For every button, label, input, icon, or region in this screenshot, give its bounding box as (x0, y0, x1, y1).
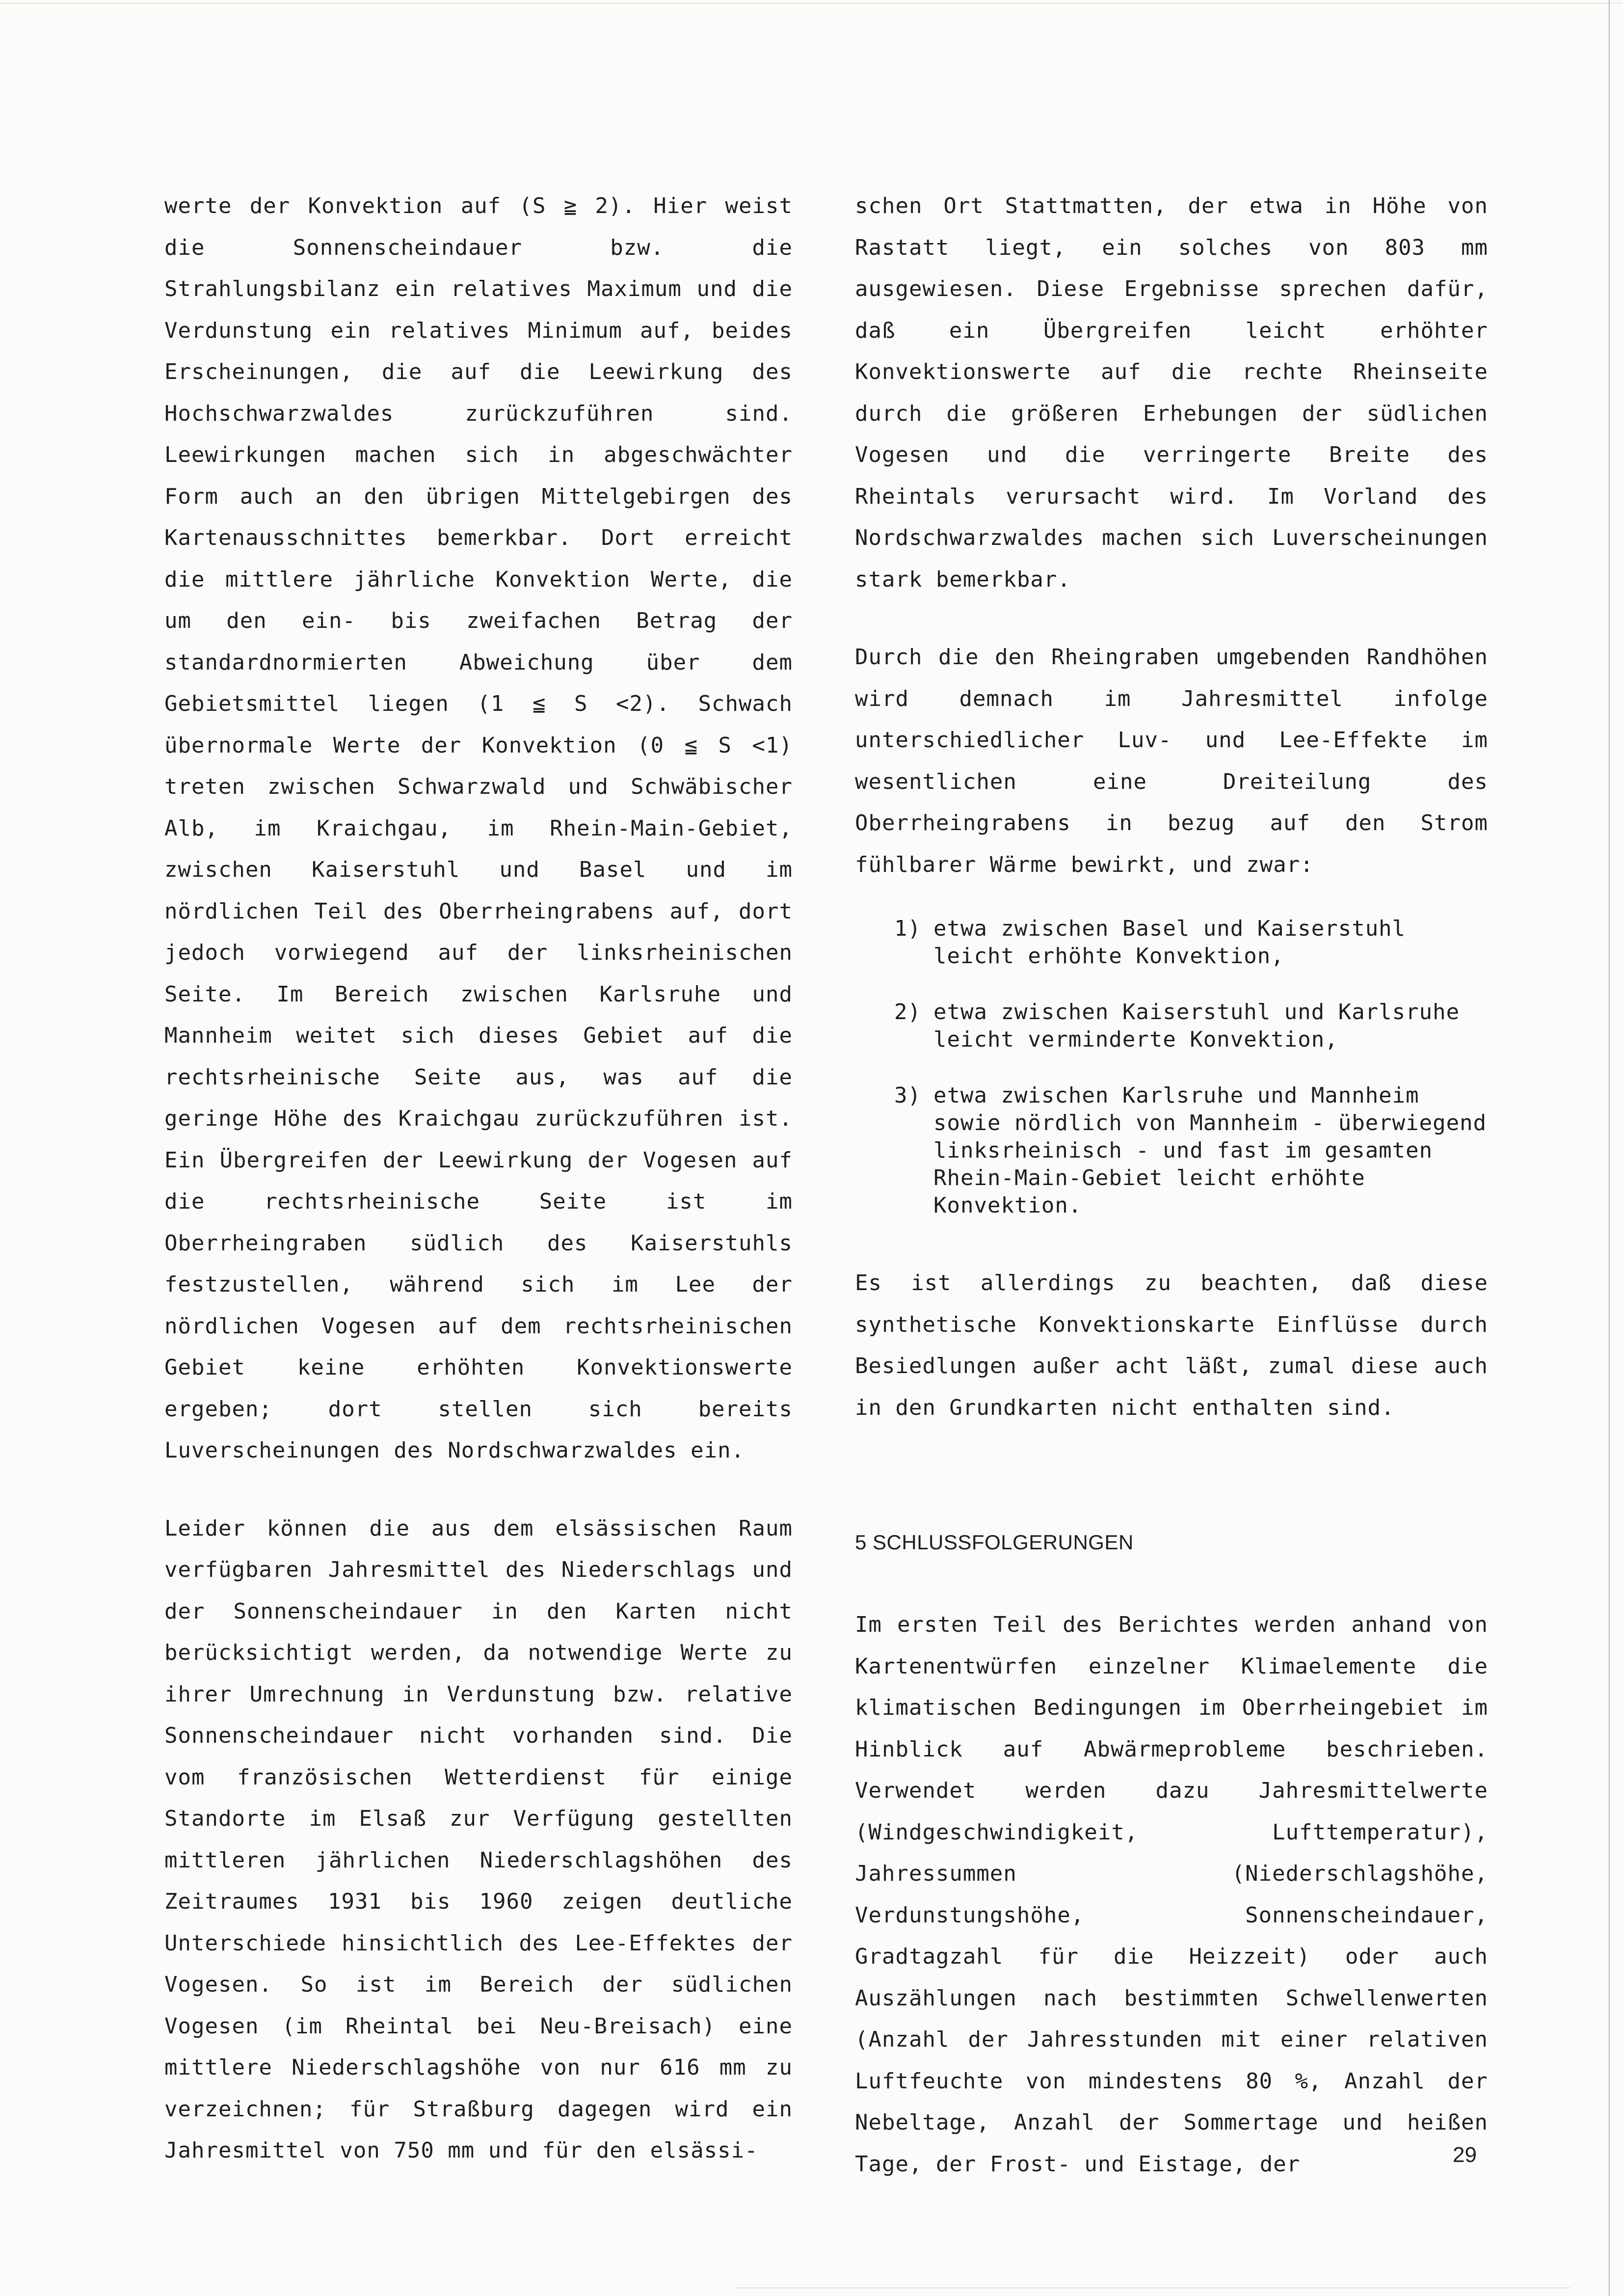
section-heading: 5 SCHLUSSFOLGERUNGEN (855, 1531, 1134, 1554)
list-item (894, 999, 1488, 1053)
right-column (855, 186, 1488, 2185)
list-text: etwa zwischen Basel und Kaiserstuhl leicht erhöhte Konvektion, (933, 916, 1406, 969)
list-number: 2) (894, 999, 921, 1025)
body-paragraph: Leider können die aus dem elsässischen Raum verfügbaren Jahresmittel des Niederschlags und der Sonnenscheindauer in den Karten nicht berücksichtigt werden, da notwendige Werte zu ihrer Umrechnung in Verdunstung bzw. relative Sonnenscheindauer nicht vorhanden sind. Die vom französischen Wetterdienst für einige Standorte im Elsaß zur Verfügung gestellten mittleren jährlichen Niederschlagshöhen des Zeitraumes 1931 bis 1960 zeigen deutliche Unterschiede hinsichtlich des Lee-Effektes der Vogesen. So ist im Bereich der südlichen Vogesen (im Rheintal bei Neu-Breisach) eine mittlere Niederschlagshöhe von nur 616 mm zu verzeichnen; für Straßburg dagegen wird ein Jahresmittel von 750 mm und für den elsässi- (164, 1515, 793, 2163)
body-paragraph: werte der Konvektion auf (S ≧ 2). Hier weist die Sonnenscheindauer bzw. die Strahlungsbilanz ein relatives Maximum und die Verdunstung ein relatives Minimum auf, beides Erscheinungen, die auf die Leewirkung des Hochschwarzwaldes zurückzuführen sind. Leewirkungen machen sich in abgeschwächter Form auch an den übrigen Mittelgebirgen des Kartenausschnittes bemerkbar. Dort erreicht die mittlere jährliche Konvektion Werte, die um den ein- bis zweifachen Betrag der standardnormierten Abweichung über dem Gebietsmittel liegen (1 ≦ S <2). Schwach übernormale Werte der Konvektion (0 ≦ S <1) treten zwischen Schwarzwald und Schwäbischer Alb, im Kraichgau, im Rhein-Main-Gebiet, zwischen Kaiserstuhl und Basel und im nördlichen Teil des Oberrheingrabens auf, dort jedoch vorwiegend auf der linksrheinischen Seite. Im Bereich zwischen Karlsruhe und Mannheim weitet sich dieses Gebiet auf die rechtsrheinische Seite aus, was auf die geringe Höhe des Kraichgau zurückzuführen ist. Ein Übergreifen der Leewirkung der Vogesen auf die rechtsrheinische Seite ist im Oberrheingraben südlich des Kaiserstuhls festzustellen, während sich im Lee der nördlichen Vogesen auf dem rechtsrheinischen Gebiet keine erhöhten Konvektionswerte ergeben; dort stellen sich bereits Luverscheinungen des Nordschwarzwaldes ein. (164, 193, 793, 1463)
list-text: etwa zwischen Kaiserstuhl und Karlsruhe leicht verminderte Konvektion, (933, 999, 1460, 1052)
scan-edge-right (1609, 0, 1610, 2296)
list-item (894, 1082, 1488, 1219)
page-number: 29 (1453, 2143, 1477, 2167)
body-paragraph: Es ist allerdings zu beachten, daß diese synthetische Konvektionskarte Einflüsse durch Besiedlungen außer acht läßt, zumal diese auch in den Grundkarten nicht enthalten sind. (855, 1270, 1488, 1420)
list-number: 1) (894, 916, 921, 941)
list-number: 3) (894, 1083, 921, 1108)
left-column (164, 186, 793, 2172)
body-paragraph: Im ersten Teil des Berichtes werden anhand von Kartenentwürfen einzelner Klimaelemente die klimatischen Bedingungen im Oberrheingebiet im Hinblick auf Abwärmeprobleme beschrieben. Verwendet werden dazu Jahresmittelwerte (Windgeschwindigkeit, Lufttemperatur), Jahressummen (Niederschlagshöhe, Verdunstungshöhe, Sonnenscheindauer, Gradtagzahl für die Heizzeit) oder auch Auszählungen nach bestimmten Schwellenwerten (Anzahl der Jahresstunden mit einer relativen Luftfeuchte von mindestens 80 %, Anzahl der Nebeltage, Anzahl der Sommertage und heißen Tage, der Frost- und Eistage, der (855, 1612, 1488, 2177)
list-text: etwa zwischen Karlsruhe und Mannheim sowie nördlich von Mannheim - überwiegend linksrheinisch - und fast im gesamten Rhein-Main-Gebiet leicht erhöhte Konvektion. (933, 1083, 1487, 1218)
body-paragraph: schen Ort Stattmatten, der etwa in Höhe von Rastatt liegt, ein solches von 803 mm ausgewiesen. Diese Ergebnisse sprechen dafür, daß ein Übergreifen leicht erhöhter Konvektionswerte auf die rechte Rheinseite durch die größeren Erhebungen der südlichen Vogesen und die verringerte Breite des Rheintals verursacht wird. Im Vorland des Nordschwarzwaldes machen sich Luverscheinungen stark bemerkbar. (855, 193, 1488, 592)
list-item (894, 915, 1488, 970)
body-paragraph: Durch die den Rheingraben umgebenden Randhöhen wird demnach im Jahresmittel infolge unterschiedlicher Luv- und Lee-Effekte im wesentlichen eine Dreiteilung des Oberrheingrabens in bezug auf den Strom fühlbarer Wärme bewirkt, und zwar: (855, 645, 1488, 877)
numbered-list (894, 915, 1488, 1219)
